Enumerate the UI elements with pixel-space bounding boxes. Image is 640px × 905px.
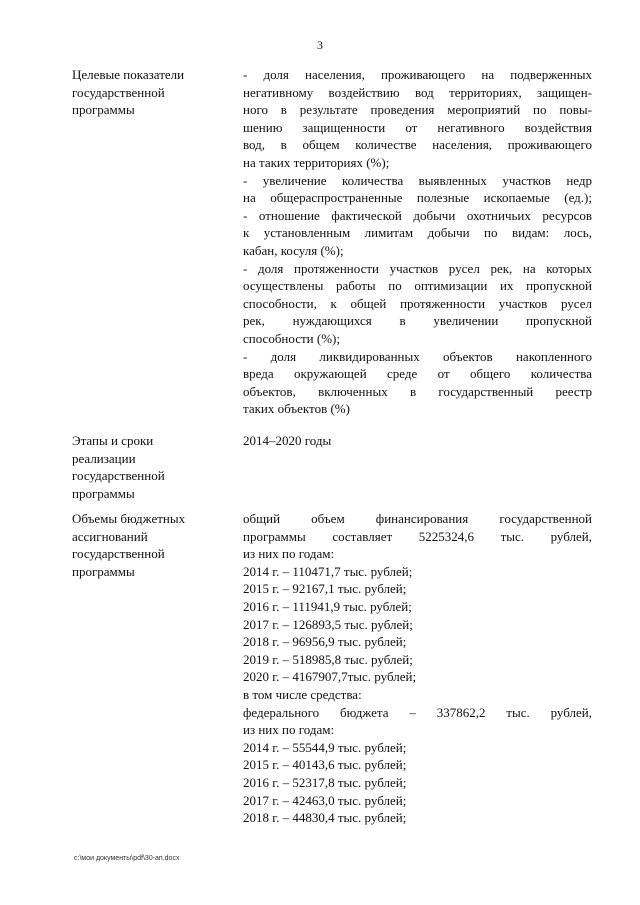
row-content-line: вод, в общем количестве населения, проживающего [243,137,592,153]
row-label-line: программы [72,563,135,579]
row-label-line: государственной [72,468,165,483]
target-indicators-content [243,66,592,418]
row-label-line: программы [72,485,135,501]
row-content-line: способности (%); [243,330,340,346]
row-content-line: из них по годам: [243,722,335,738]
row-content-line: способности, к общей протяженности участков русел [243,295,592,311]
budget-allocations-row [72,510,592,840]
row-content-line: 2016 г. – 111941,9 тыс. рублей; [243,598,412,614]
page-number: 3 [317,38,323,52]
stages-and-terms-label [72,432,230,502]
row-content-line: вреда окружающей среде от общего количества [243,366,592,382]
budget-allocations-content [243,510,592,827]
row-content-line: - отношение фактической добычи охотничьих ресурсов [243,207,592,223]
row-content-line: - доля населения, проживающего на подверженных [243,67,592,82]
row-content-line: общий объем финансирования государственной [243,511,592,526]
row-content-line: 2019 г. – 518985,8 тыс. рублей; [243,651,413,667]
stages-and-terms-content [243,432,592,450]
row-label-line: государственной [72,546,165,561]
row-content-line: ного в результате проведения мероприятий по повы- [243,102,592,118]
row-content-line: негативному воздействию вод территориях, защищен- [243,84,592,100]
row-content-line: 2020 г. – 4167907,7тыс. рублей; [243,669,417,685]
row-content-line: рек, нуждающихся в увеличении пропускной [243,313,592,329]
row-content-line: - увеличение количества выявленных участков недр [243,172,592,188]
budget-allocations-label [72,510,230,580]
row-content-line: 2016 г. – 52317,8 тыс. рублей; [243,774,407,790]
row-content-line: на общераспространенные полезные ископаемые (ед.); [243,190,592,206]
target-indicators-label [72,66,230,119]
row-content-line: 2014–2020 годы [243,433,332,448]
row-content-line: 2017 г. – 42463,0 тыс. рублей; [243,792,407,808]
row-content-line: 2015 г. – 92167,1 тыс. рублей; [243,581,407,597]
row-content-line: таких объектов (%) [243,401,350,417]
row-content-line: из них по годам: [243,546,335,562]
row-label-line: государственной [72,84,165,100]
row-content-line: 2018 г. – 96956,9 тыс. рублей; [243,634,407,650]
row-content-line: шению защищенности от негативного воздействия [243,119,592,135]
row-content-line: в том числе средства: [243,686,362,702]
row-label-line: ассигнований [72,528,148,544]
row-content-line: 2017 г. – 126893,5 тыс. рублей; [243,616,413,632]
target-indicators-row [72,66,592,432]
row-content-line: программы составляет 5225324,6 тыс. рублей, [243,528,592,544]
row-label-line: реализации [72,450,136,466]
row-content-line: 2018 г. – 44830,4 тыс. рублей; [243,810,407,826]
row-content-line: к установленным лимитам добычи по видам: лось, [243,225,592,241]
footer-file-path: c:\мои документы\pdf\30-ап.docx [74,855,180,862]
row-content-line: на таких территориях (%); [243,154,390,170]
row-label-line: программы [72,102,135,117]
row-content-line: осуществлены работы по оптимизации их пропускной [243,278,592,294]
row-content-line: объектов, включенных в государственный реестр [243,383,592,399]
row-content-line: - доля протяженности участков русел рек, на которых [243,260,592,276]
row-content-line: федерального бюджета – 337862,2 тыс. рублей, [243,704,592,720]
row-content-line: 2014 г. – 55544,9 тыс. рублей; [243,739,407,755]
row-label-line: Целевые показатели [72,67,185,82]
row-content-line: 2014 г. – 110471,7 тыс. рублей; [243,563,413,579]
stages-and-terms-row [72,432,592,510]
row-label-line: Этапы и сроки [72,433,154,448]
row-content-line: 2015 г. – 40143,6 тыс. рублей; [243,757,407,773]
row-label-line: Объемы бюджетных [72,511,186,526]
row-content-line: кабан, косуля (%); [243,242,344,258]
row-content-line: - доля ликвидированных объектов накопленного [243,348,592,364]
